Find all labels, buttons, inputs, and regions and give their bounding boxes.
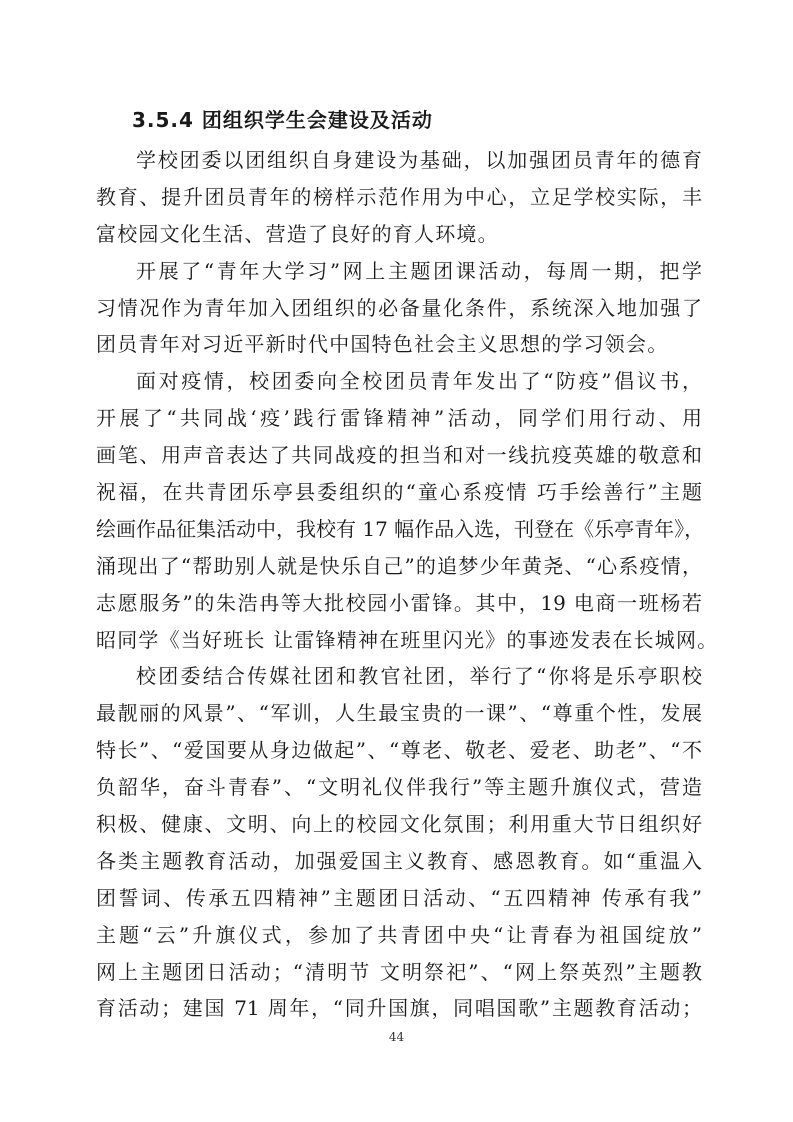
body-text: [96, 142, 719, 1027]
text-line: 开展了“共同战‘疫’践行雷锋精神”活动，同学们用行动、用: [96, 406, 702, 431]
text-line: 昭同学《当好班长 让雷锋精神在班里闪光》的事迹发表在长城网。: [96, 627, 719, 652]
paragraph-2: [96, 253, 702, 364]
text-line: 团誓词、传承五四精神”主题团日活动、“五四精神 传承有我”: [96, 885, 702, 910]
text-line: 特长”、“爱国要从身边做起”、“尊老、敬老、爱老、助老”、“不: [96, 738, 702, 763]
text-line: 负韶华，奋斗青春”、“文明礼仪伴我行”等主题升旗仪式，营造: [96, 775, 702, 800]
text-line: 校团委结合传媒社团和教官社团，举行了“你将是乐亭职校: [136, 664, 702, 689]
paragraph-1: [96, 142, 702, 253]
text-line: 涌现出了“帮助别人就是快乐自己”的追梦少年黄尧、“心系疫情，: [96, 553, 702, 578]
text-line: 教育、提升团员青年的榜样示范作用为中心，立足学校实际，丰: [96, 184, 702, 209]
text-line: 祝福，在共青团乐亭县委组织的“童心系疫情 巧手绘善行”主题: [96, 480, 702, 505]
text-line: 团员青年对习近平新时代中国特色社会主义思想的学习领会。: [96, 332, 669, 357]
text-line: 积极、健康、文明、向上的校园文化氛围；利用重大节日组织好: [96, 812, 702, 837]
text-line: 富校园文化生活、营造了良好的育人环境。: [96, 221, 499, 246]
text-line: 面对疫情，校团委向全校团员青年发出了“防疫”倡议书，: [136, 369, 702, 394]
page-number: 44: [388, 1030, 405, 1044]
text-line: 各类主题教育活动，加强爱国主义教育、感恩教育。如“重温入: [96, 848, 702, 873]
text-line: 绘画作品征集活动中，我校有 17 幅作品入选，刊登在《乐亭青年》，: [96, 516, 705, 541]
text-line: 开展了“青年大学习”网上主题团课活动，每周一期，把学: [136, 258, 702, 283]
text-line: 主题“云”升旗仪式，参加了共青团中央“让青春为祖国绽放”: [96, 922, 702, 947]
text-line: 学校团委以团组织自身建设为基础，以加强团员青年的德育: [136, 148, 702, 172]
text-line: 育活动；建国 71 周年，“同升国旗，同唱国歌”主题教育活动；: [96, 996, 702, 1021]
text-line: 网上主题团日活动；“清明节 文明祭祀”、“网上祭英烈”主题教: [96, 959, 702, 984]
section-heading: 3.5.4 团组织学生会建设及活动: [132, 108, 433, 132]
text-line: 画笔、用声音表达了共同战疫的担当和对一线抗疫英雄的敬意和: [96, 443, 702, 468]
text-line: 习情况作为青年加入团组织的必备量化条件，系统深入地加强了: [96, 295, 702, 320]
paragraph-4: [96, 658, 702, 1027]
text-line: 志愿服务”的朱浩冉等大批校园小雷锋。其中，19 电商一班杨若: [96, 590, 702, 615]
text-line: 最靓丽的风景”、“军训，人生最宝贵的一课”、“尊重个性，发展: [96, 701, 702, 726]
paragraph-3: [96, 363, 719, 658]
